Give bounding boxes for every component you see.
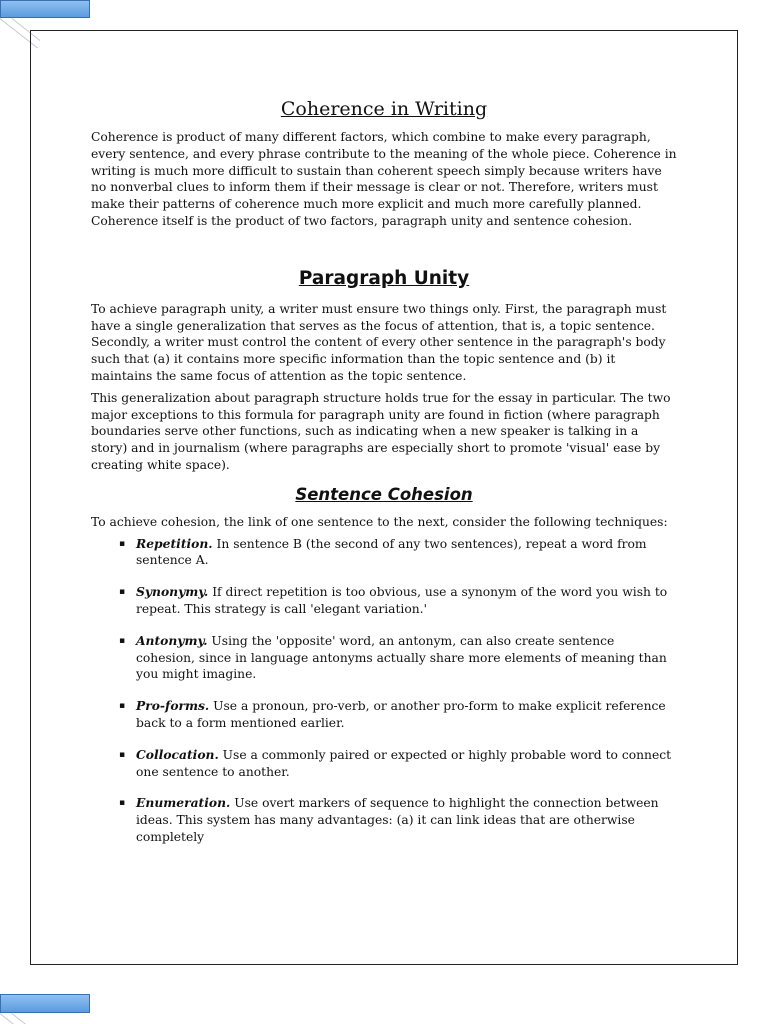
list-item <box>91 747 677 781</box>
viewer-corner-tab-top <box>0 0 90 18</box>
document-body <box>91 96 677 861</box>
bullet-icon: ▪ <box>119 798 126 809</box>
technique-text: If direct repetition is too obvious, use a synonym of the word you wish to repeat. This strategy is call 'elegant variation.' <box>136 585 668 616</box>
technique-text: Using the 'opposite' word, an antonym, can also create sentence cohesion, since in language antonyms actually share more elements of meaning than you might imagine. <box>136 633 667 682</box>
technique-term: Pro-forms. <box>136 698 210 714</box>
techniques-list <box>91 536 677 846</box>
technique-term: Synonymy. <box>136 584 209 600</box>
technique-text: Use overt markers of sequence to highlight the connection between ideas. This system has many advantages: (a) it can link ideas that are otherwise completely <box>136 796 659 844</box>
cohesion-intro: To achieve cohesion, the link of one sentence to the next, consider the following techniques: <box>91 514 668 529</box>
sentence-cohesion-heading: Sentence Cohesion <box>295 484 473 504</box>
technique-text: Use a commonly paired or expected or highly probable word to connect one sentence to another. <box>136 747 672 779</box>
technique-term: Antonymy. <box>136 632 208 648</box>
technique-term: Enumeration. <box>136 795 231 811</box>
document-title: Coherence in Writing <box>280 98 488 120</box>
bullet-icon: ▪ <box>119 635 126 646</box>
technique-term: Repetition. <box>136 535 213 551</box>
unity-paragraph-1: To achieve paragraph unity, a writer must ensure two things only. First, the paragraph must have a single generalization that serves as the focus of attention, that is, a topic sentence. Secondly, a writer must control the content of every other sentence in the paragraph's body such that (a) it contains more specific information than the topic sentence and (b) it maintains the same focus of attention as the topic sentence. <box>91 301 667 383</box>
paragraph-unity-heading: Paragraph Unity <box>298 267 470 289</box>
intro-paragraph: Coherence is product of many different factors, which combine to make every paragraph, every sentence, and every phrase contribute to the meaning of the whole piece. Coherence in writing is much more difficult to sustain than coherent speech simply because writers have no nonverbal clues to inform them if their message is clear or not. Therefore, writers must make their patterns of coherence much more explicit and much more carefully planned. Coherence itself is the product of two factors, paragraph unity and sentence cohesion. <box>91 130 677 228</box>
technique-text: Use a pronoun, pro-verb, or another pro-form to make explicit reference back to a form mentioned earlier. <box>136 699 666 730</box>
viewer-corner-tab-bottom <box>0 994 90 1013</box>
list-item <box>91 795 677 845</box>
viewer-corner-decoration-bottom <box>0 1013 40 1024</box>
bullet-icon: ▪ <box>119 587 126 598</box>
bullet-icon: ▪ <box>119 749 126 760</box>
technique-term: Collocation. <box>136 746 219 762</box>
bullet-icon: ▪ <box>119 538 126 549</box>
bullet-icon: ▪ <box>119 701 126 712</box>
list-item <box>91 584 677 618</box>
unity-paragraph-2: This generalization about paragraph structure holds true for the essay in particular. The two major exceptions to this formula for paragraph unity are found in fiction (where paragraph boundaries serve other functions, such as indicating when a new speaker is talking in a story) and in journalism (where paragraphs are especially short to promote 'visual' ease by creating white space). <box>91 390 671 472</box>
list-item <box>91 536 677 570</box>
list-item <box>91 698 677 732</box>
list-item <box>91 633 677 683</box>
technique-text: In sentence B (the second of any two sentences), repeat a word from sentence A. <box>136 536 647 568</box>
